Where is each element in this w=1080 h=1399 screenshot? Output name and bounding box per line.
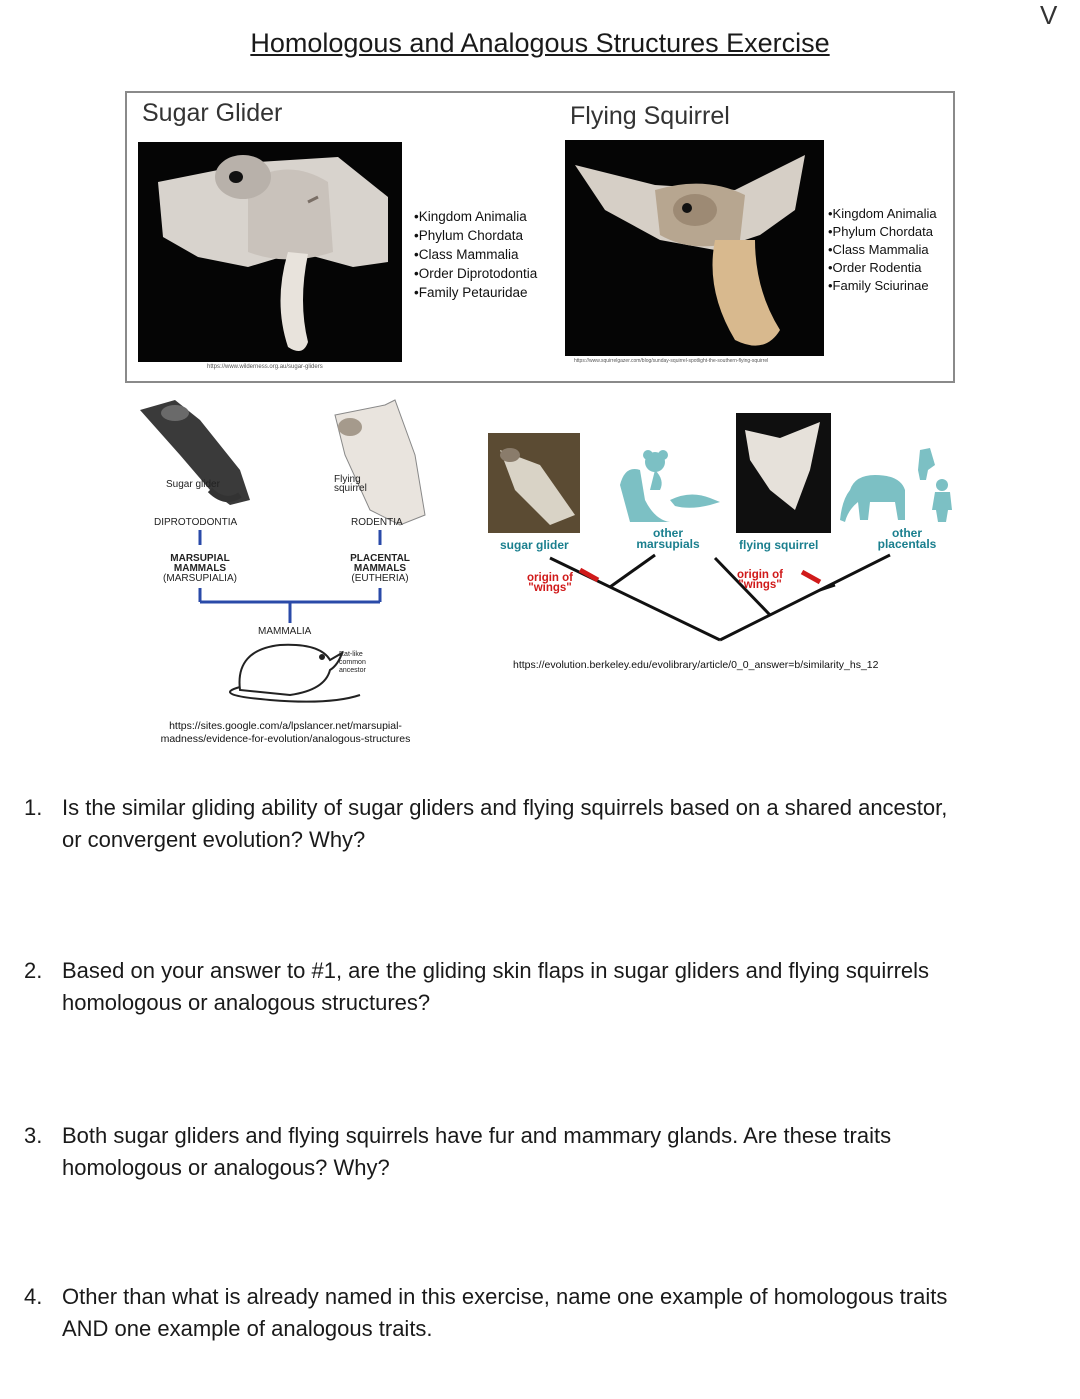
marsupial-line: (MARSUPIALIA) [163, 573, 237, 584]
taxon-line: •Class Mammalia [414, 247, 519, 262]
marsupials-silhouettes [620, 450, 720, 522]
sugar-glider-thumbnail [488, 433, 580, 533]
taxon-line: •Phylum Chordata [828, 224, 933, 239]
marsupial-line: MARSUPIAL [170, 553, 230, 564]
origin-wings-left [518, 573, 582, 593]
question-3 [24, 1120, 1064, 1184]
taxon-line: •Order Diprotodontia [414, 266, 538, 281]
marsupials-line: marsupials [636, 537, 700, 551]
rd-other-placentals-label [872, 528, 942, 550]
origin-line: origin of [527, 572, 573, 584]
taxon-line: •Order Rodentia [828, 260, 922, 275]
mammalia-label: MAMMALIA [258, 626, 312, 637]
question-text-line: or convergent evolution? Why? [62, 827, 366, 852]
question-number: 4. [24, 1284, 43, 1309]
taxon-line: •Kingdom Animalia [828, 206, 937, 221]
ancestor-line: Rat-like [339, 651, 363, 658]
question-number: 2. [24, 958, 43, 983]
ancestor-line: common [339, 659, 366, 666]
sugar-glider-taxonomy [414, 207, 537, 302]
flying-squirrel-thumbnail [736, 413, 831, 533]
diprotodontia-label: DIPROTODONTIA [154, 517, 238, 528]
question-text-line: Both sugar gliders and flying squirrels have fur and mammary glands. Are these traits [62, 1123, 892, 1148]
ancestor-label [339, 651, 366, 675]
question-2 [24, 955, 1064, 1019]
taxon-line: •Family Petauridae [414, 285, 528, 300]
origin-line: "wings" [738, 579, 782, 591]
taxon-line: •Phylum Chordata [414, 228, 524, 243]
placental-mammals-label [340, 554, 420, 584]
placentals-line: other [892, 526, 922, 540]
question-number: 3. [24, 1123, 43, 1148]
question-text-line: Is the similar gliding ability of sugar gliders and flying squirrels based on a shared ancestor, [62, 795, 948, 820]
flying-squirrel-photo [565, 140, 824, 356]
rd-flying-squirrel-label: flying squirrel [739, 538, 819, 552]
flying-squirrel-photo-credit: https://www.squirrelgazer.com/blog/sunday-squirrel-spotlight-the-southern-flying-squirrel [574, 358, 769, 364]
marsupials-line: other [653, 526, 683, 540]
rodentia-label: RODENTIA [351, 517, 403, 528]
handwritten-mark: V [1040, 0, 1058, 30]
left-diagram-source [148, 720, 423, 746]
taxon-line: •Family Sciurinae [828, 278, 929, 293]
origin-wings-right [728, 570, 792, 590]
placentals-silhouettes [840, 448, 952, 522]
flying-squirrel-silhouette [335, 400, 425, 525]
rd-sugar-glider-label: sugar glider [500, 538, 569, 552]
question-text-line: Other than what is already named in this exercise, name one example of homologous traits [62, 1284, 948, 1309]
sugar-glider-label: Sugar glider [166, 479, 220, 490]
question-number: 1. [24, 795, 43, 820]
taxon-line: •Class Mammalia [828, 242, 929, 257]
taxon-line: •Kingdom Animalia [414, 209, 527, 224]
placentals-line: placentals [877, 537, 937, 551]
ancestor-line: ancestor [339, 667, 366, 674]
question-text-line: homologous or analogous structures? [62, 990, 431, 1015]
placental-line: PLACENTAL [350, 553, 410, 564]
question-4 [24, 1281, 1064, 1345]
sugar-glider-photo-credit: https://www.wilderness.org.au/sugar-gliders [207, 364, 323, 370]
source-line: madness/evidence-for-evolution/analogous-structures [160, 733, 411, 745]
page-title: Homologous and Analogous Structures Exercise [250, 28, 830, 58]
question-text-line: homologous or analogous? Why? [62, 1155, 390, 1180]
origin-line: "wings" [528, 582, 572, 594]
rd-other-marsupials-label [630, 528, 706, 550]
marsupial-mammals-label [160, 554, 240, 584]
placental-line: MAMMALS [353, 563, 407, 574]
right-diagram-source: https://evolution.berkeley.edu/evolibrary/article/0_0_answer=b/similarity_hs_12 [513, 659, 879, 671]
source-line: https://sites.google.com/a/lpslancer.net/marsupial- [169, 720, 402, 732]
sugar-glider-photo [138, 142, 402, 362]
flying-squirrel-heading: Flying Squirrel [570, 102, 730, 130]
flying-squirrel-taxonomy [828, 205, 937, 295]
marsupial-line: MAMMALS [173, 563, 227, 574]
sugar-glider-heading: Sugar Glider [142, 99, 283, 127]
question-text-line: AND one example of analogous traits. [62, 1316, 433, 1341]
question-text-line: Based on your answer to #1, are the gliding skin flaps in sugar gliders and flying squirrels [62, 958, 930, 983]
question-1 [24, 792, 1064, 856]
origin-line: origin of [737, 569, 783, 581]
flying-squirrel-label: Flying squirrel [334, 474, 367, 494]
placental-line: (EUTHERIA) [351, 573, 409, 584]
